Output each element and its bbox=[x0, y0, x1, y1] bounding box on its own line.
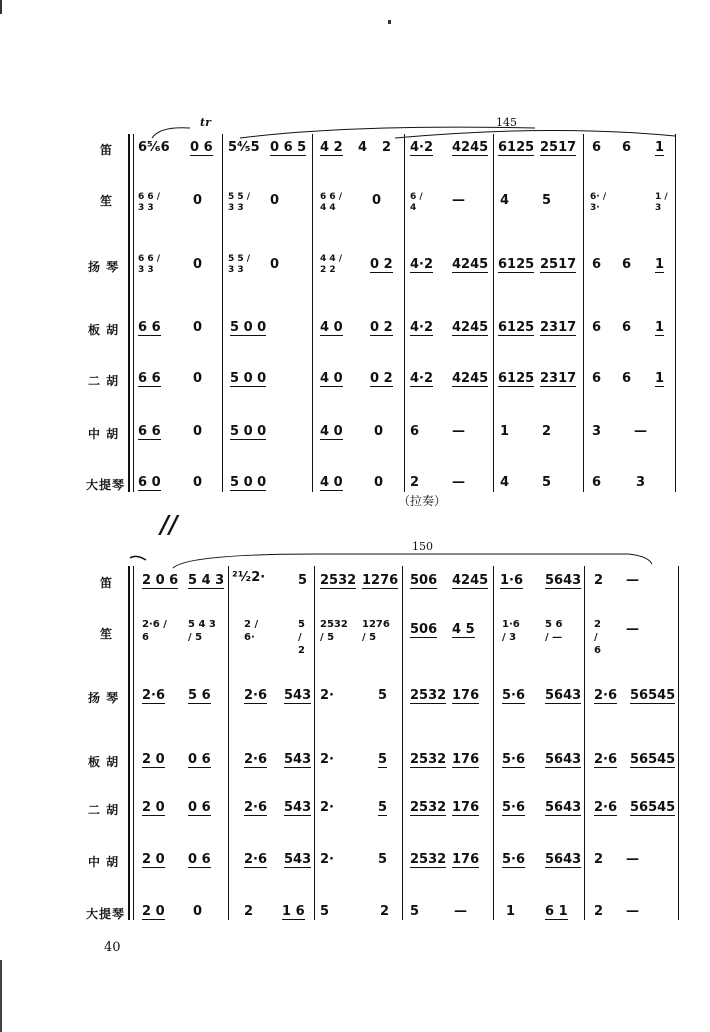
note: 5 bbox=[542, 193, 552, 208]
note: 2·6 bbox=[244, 688, 268, 703]
note: — bbox=[626, 904, 639, 919]
system-bracket-1 bbox=[128, 134, 130, 492]
note: 2 bbox=[594, 573, 604, 588]
note: 5 4 3 / 5 bbox=[188, 619, 216, 643]
note: 2 0 bbox=[142, 800, 165, 815]
instrument-label: 二 胡 bbox=[88, 803, 120, 817]
note: — bbox=[452, 424, 465, 439]
note: 0 bbox=[193, 904, 203, 919]
note: 0 bbox=[372, 193, 382, 208]
note: 0 bbox=[193, 371, 203, 386]
note: 176 bbox=[452, 800, 480, 815]
note: 6 bbox=[622, 257, 632, 272]
note: 6125 bbox=[498, 371, 535, 386]
note: 56545 bbox=[630, 752, 676, 767]
barline bbox=[404, 134, 405, 492]
note: 176 bbox=[452, 752, 480, 767]
left-edge-mark bbox=[0, 0, 2, 14]
barline bbox=[402, 566, 403, 920]
note: 2·6 bbox=[594, 688, 618, 703]
note: 5 4 3 bbox=[188, 573, 225, 588]
note: ²¹⁄₂2· bbox=[232, 570, 266, 585]
note: 5 0 0 bbox=[230, 475, 267, 490]
note: 2 bbox=[382, 140, 392, 155]
instrument-label: 板 胡 bbox=[88, 323, 120, 337]
note: — bbox=[452, 475, 465, 490]
note: 6 bbox=[592, 140, 602, 155]
note: 5·6 bbox=[502, 852, 526, 867]
note: 2· bbox=[320, 852, 334, 867]
note: 4 bbox=[500, 475, 510, 490]
instrument-label: 扬 琴 bbox=[88, 691, 120, 705]
note: 4·2 bbox=[410, 140, 434, 155]
measure-number-145: 145 bbox=[496, 116, 517, 129]
instrument-label: 笛 bbox=[100, 576, 114, 590]
note: 2532 bbox=[410, 800, 447, 815]
note: 2 0 bbox=[142, 852, 165, 867]
barline bbox=[493, 566, 494, 920]
note: 6 bbox=[592, 320, 602, 335]
note: 1276 bbox=[362, 573, 399, 588]
note: 543 bbox=[284, 688, 312, 703]
note: 543 bbox=[284, 800, 312, 815]
note: 1·6 / 3 bbox=[502, 619, 520, 643]
note: 1 / 3 bbox=[655, 192, 668, 213]
note: — bbox=[454, 904, 467, 919]
note: 1 bbox=[500, 424, 510, 439]
barline bbox=[584, 566, 585, 920]
note: 2 0 6 bbox=[142, 573, 179, 588]
note: 5 bbox=[378, 688, 388, 703]
note: 5 bbox=[410, 904, 420, 919]
barline bbox=[222, 134, 223, 492]
note: 6⁵⁄₆6 bbox=[138, 140, 170, 155]
left-edge-mark-lower bbox=[0, 960, 2, 1032]
note: 4245 bbox=[452, 573, 489, 588]
system-bracket-2 bbox=[128, 566, 130, 920]
note: 0 bbox=[193, 193, 203, 208]
page-number: 40 bbox=[104, 940, 121, 955]
note: 5643 bbox=[545, 573, 582, 588]
note: 5·6 bbox=[502, 800, 526, 815]
barline bbox=[583, 134, 584, 492]
note: 2517 bbox=[540, 257, 577, 272]
note: — bbox=[626, 622, 639, 637]
instrument-label: 笙 bbox=[100, 194, 114, 208]
note: 1 bbox=[655, 371, 665, 386]
note: 1276 / 5 bbox=[362, 619, 390, 643]
note: 6 0 bbox=[138, 475, 161, 490]
note: 5 0 0 bbox=[230, 371, 267, 386]
barline bbox=[312, 134, 313, 492]
note: 4245 bbox=[452, 257, 489, 272]
note: 1 6 bbox=[282, 904, 305, 919]
note: 2·6 bbox=[244, 752, 268, 767]
note: 543 bbox=[284, 852, 312, 867]
note: 2 bbox=[542, 424, 552, 439]
note: 0 bbox=[193, 475, 203, 490]
note: — bbox=[634, 424, 647, 439]
note: 4 0 bbox=[320, 424, 343, 439]
note: 0 6 bbox=[190, 140, 213, 155]
note: 2· bbox=[320, 800, 334, 815]
note: 6 1 bbox=[545, 904, 568, 919]
trill-mark: tr bbox=[200, 116, 211, 129]
note: 0 bbox=[374, 475, 384, 490]
note: 543 bbox=[284, 752, 312, 767]
note: 4·2 bbox=[410, 320, 434, 335]
instrument-label: 板 胡 bbox=[88, 755, 120, 769]
note: 2532 bbox=[410, 852, 447, 867]
note: 2532 bbox=[410, 688, 447, 703]
note: 5 bbox=[378, 752, 388, 767]
instrument-label: 中 胡 bbox=[88, 855, 120, 869]
note: 5643 bbox=[545, 852, 582, 867]
note: 2317 bbox=[540, 371, 577, 386]
note: 6125 bbox=[498, 257, 535, 272]
note: 6· / 3· bbox=[590, 192, 607, 213]
note: 0 bbox=[193, 424, 203, 439]
note: 5643 bbox=[545, 688, 582, 703]
note: 4·2 bbox=[410, 257, 434, 272]
note: 2·6 / 6 bbox=[142, 619, 167, 643]
note: 6125 bbox=[498, 320, 535, 335]
note: 5·6 bbox=[502, 688, 526, 703]
note: 2· bbox=[320, 752, 334, 767]
note: 56545 bbox=[630, 800, 676, 815]
note: 5 bbox=[298, 573, 308, 588]
phrase-slur-top-1 bbox=[150, 122, 680, 142]
note: 4·2 bbox=[410, 371, 434, 386]
note: 4 0 bbox=[320, 371, 343, 386]
note: 6 6 / 3 3 bbox=[138, 254, 161, 275]
note: 5643 bbox=[545, 800, 582, 815]
note: 5 5 / 3 3 bbox=[228, 254, 251, 275]
note: 0 2 bbox=[370, 371, 393, 386]
note: 6 bbox=[622, 320, 632, 335]
note: 4 4 / 2 2 bbox=[320, 254, 343, 275]
note: 2532 bbox=[410, 752, 447, 767]
note: 506 bbox=[410, 573, 438, 588]
note: 0 bbox=[193, 257, 203, 272]
note: 6 bbox=[592, 371, 602, 386]
note: 3 bbox=[636, 475, 646, 490]
note: 5 5 / 3 3 bbox=[228, 192, 251, 213]
instrument-label: 笛 bbox=[100, 143, 114, 157]
note: 2 bbox=[410, 475, 420, 490]
barline bbox=[314, 566, 315, 920]
note: 4 bbox=[500, 193, 510, 208]
note: 4 5 bbox=[452, 622, 475, 637]
note: 2 bbox=[594, 904, 604, 919]
note: 2517 bbox=[540, 140, 577, 155]
stray-mark bbox=[388, 20, 391, 24]
note: 2317 bbox=[540, 320, 577, 335]
system-bracket-2-inner bbox=[133, 566, 134, 920]
note: 5 bbox=[542, 475, 552, 490]
note: 4 2 bbox=[320, 140, 343, 155]
note: 6 6 / 3 3 bbox=[138, 192, 161, 213]
note: 4 bbox=[358, 140, 368, 155]
note: — bbox=[626, 573, 639, 588]
note: 2 0 bbox=[142, 904, 165, 919]
note: 5 / 2 bbox=[298, 619, 305, 656]
note: 176 bbox=[452, 852, 480, 867]
instrument-label: 中 胡 bbox=[88, 427, 120, 441]
instrument-label: 大提琴 bbox=[86, 478, 126, 492]
note: — bbox=[626, 852, 639, 867]
note: 6 bbox=[622, 140, 632, 155]
note: 2 / 6 bbox=[594, 619, 601, 656]
note: 6125 bbox=[498, 140, 535, 155]
note: 2532 bbox=[320, 573, 357, 588]
note: 1 bbox=[655, 257, 665, 272]
note: 2 0 bbox=[142, 752, 165, 767]
note: 1·6 bbox=[500, 573, 524, 588]
note: 2 bbox=[594, 852, 604, 867]
note: 0 6 bbox=[188, 800, 211, 815]
measure-number-150: 150 bbox=[412, 540, 433, 553]
note: 3 bbox=[592, 424, 602, 439]
note: 1 bbox=[506, 904, 516, 919]
note: 1 bbox=[655, 320, 665, 335]
note: 1 bbox=[655, 140, 665, 155]
note: 5 0 0 bbox=[230, 320, 267, 335]
system-bracket-1-inner bbox=[133, 134, 134, 492]
note: 176 bbox=[452, 688, 480, 703]
note: 56545 bbox=[630, 688, 676, 703]
note: 0 2 bbox=[370, 257, 393, 272]
note: 4245 bbox=[452, 371, 489, 386]
note: 5643 bbox=[545, 752, 582, 767]
note: 2 bbox=[244, 904, 254, 919]
note: 2·6 bbox=[244, 852, 268, 867]
barline bbox=[675, 134, 676, 492]
note: 0 bbox=[270, 257, 280, 272]
note: 5 6 / — bbox=[545, 619, 563, 643]
note: 2·6 bbox=[142, 688, 166, 703]
note: 6 bbox=[622, 371, 632, 386]
note: 4 0 bbox=[320, 475, 343, 490]
note: 2·6 bbox=[594, 752, 618, 767]
note: 0 6 bbox=[188, 852, 211, 867]
note: 6 6 bbox=[138, 320, 161, 335]
note: 2·6 bbox=[594, 800, 618, 815]
note: 4 0 bbox=[320, 320, 343, 335]
instrument-label: 大提琴 bbox=[86, 907, 126, 921]
note: 6 6 bbox=[138, 371, 161, 386]
barline bbox=[678, 566, 679, 920]
note: 6 bbox=[410, 424, 420, 439]
barline bbox=[493, 134, 494, 492]
note: 2 bbox=[380, 904, 390, 919]
note: 0 bbox=[374, 424, 384, 439]
instrument-label: 二 胡 bbox=[88, 374, 120, 388]
note: 5 bbox=[378, 852, 388, 867]
note: 4245 bbox=[452, 140, 489, 155]
note: 0 6 5 bbox=[270, 140, 307, 155]
note: 0 6 bbox=[188, 752, 211, 767]
note: — bbox=[452, 193, 465, 208]
note: 5 0 0 bbox=[230, 424, 267, 439]
note: 0 2 bbox=[370, 320, 393, 335]
note: 506 bbox=[410, 622, 438, 637]
section-break-mark: // bbox=[160, 510, 178, 539]
note: 6 bbox=[592, 475, 602, 490]
instrument-label: 笙 bbox=[100, 627, 114, 641]
note: 4245 bbox=[452, 320, 489, 335]
note: 2·6 bbox=[244, 800, 268, 815]
note: 6 6 bbox=[138, 424, 161, 439]
note: 0 bbox=[193, 320, 203, 335]
note: 2532 / 5 bbox=[320, 619, 348, 643]
note: 5 bbox=[320, 904, 330, 919]
note: 5⁴⁄₅5 bbox=[228, 140, 260, 155]
note: 2 / 6· bbox=[244, 619, 259, 643]
note: 0 bbox=[270, 193, 280, 208]
note: 5 6 bbox=[188, 688, 211, 703]
note: 5 bbox=[378, 800, 388, 815]
note: 6 6 / 4 4 bbox=[320, 192, 343, 213]
instrument-label: 扬 琴 bbox=[88, 260, 120, 274]
note: 2· bbox=[320, 688, 334, 703]
note: 6 / 4 bbox=[410, 192, 423, 213]
note: 5·6 bbox=[502, 752, 526, 767]
playing-technique-note: （拉奏） bbox=[398, 494, 447, 508]
note: 6 bbox=[592, 257, 602, 272]
barline bbox=[228, 566, 229, 920]
phrase-slur-top-2 bbox=[128, 548, 658, 570]
